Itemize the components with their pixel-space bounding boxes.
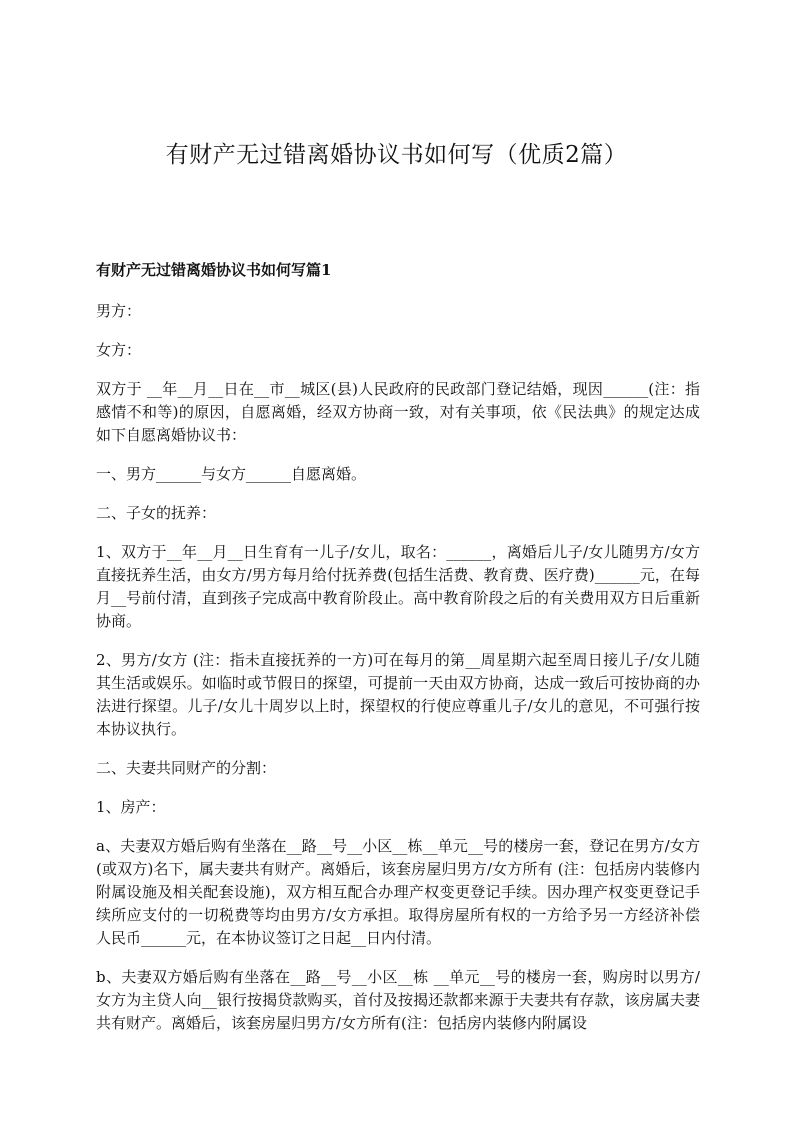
document-body xyxy=(96,300,700,1051)
paragraph-female-party: 女方： xyxy=(96,341,142,359)
paragraph-preamble: 双方于 __年__月__日在__市__城区(县)人民政府的民政部门登记结婚，现因______(注：指感情不和等)的原因，自愿离婚，经双方协商一致，对有关事项，依《民法典》的规定达成如下自愿离婚协议书： xyxy=(96,380,700,444)
paragraph-real-estate-heading: 1、房产： xyxy=(96,798,166,816)
paragraph-real-estate-a: a、夫妻双方婚后购有坐落在__路__号__小区__栋__单元__号的楼房一套，登记在男方/女方(或双方)名下，属夫妻共有财产。离婚后，该套房屋归男方/女方所有 (注：包括房内装修内附属设施及相关配套设施)，双方相互配合办理产权变更登记手续。因办理产权变更登记手续所应支付的一切税费等均由男方/女方承担。取得房屋所有权的一方给予另一方经济补偿人民币______元，在本协议签订之日起__日内付清。 xyxy=(96,837,700,947)
paragraph-real-estate-b: b、夫妻双方婚后购有坐落在__路__号__小区__栋 __单元__号的楼房一套，购房时以男方/女方为主贷人向__银行按揭贷款购买，首付及按揭还款都来源于夫妻共有存款，该房属夫妻共有财产。离婚后，该套房屋归男方/女方所有(注：包括房内装修内附属设 xyxy=(96,968,700,1032)
paragraph-clause-2-heading: 二、子女的抚养： xyxy=(96,504,217,522)
paragraph-visitation: 2、男方/女方 (注：指未直接抚养的一方)可在每月的第__周星期六起至周日接儿子/女儿随其生活或娱乐。如临时或节假日的探望，可提前一天由双方协商，达成一致后可按协商的办法进行探望。儿子/女儿十周岁以上时，探望权的行使应尊重儿子/女儿的意见，不可强行按本协议执行。 xyxy=(96,651,700,738)
paragraph-property-heading: 二、夫妻共同财产的分割： xyxy=(96,759,277,777)
paragraph-male-party: 男方： xyxy=(96,302,142,320)
section-heading: 有财产无过错离婚协议书如何写篇1 xyxy=(96,261,332,279)
paragraph-clause-1: 一、男方______与女方______自愿离婚。 xyxy=(96,465,367,483)
document-title: 有财产无过错离婚协议书如何写（优质2篇） xyxy=(165,142,628,168)
paragraph-child-support: 1、双方于__年__月__日生育有一儿子/女儿，取名：______，离婚后儿子/女儿随男方/女方直接抚养生活，由女方/男方每月给付抚养费(包括生活费、教育费、医疗费)______元，在每月__号前付清，直到孩子完成高中教育阶段止。高中教育阶段之后的有关费用双方日后重新协商。 xyxy=(96,543,700,630)
